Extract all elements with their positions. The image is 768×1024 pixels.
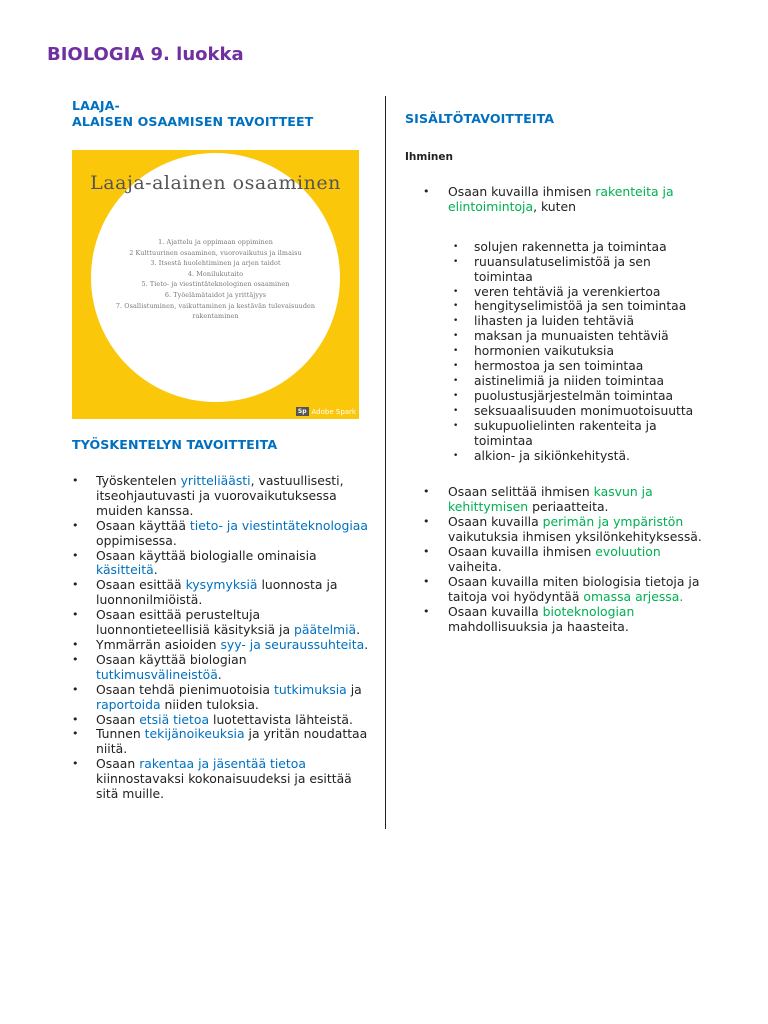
item-text: . [153,562,158,578]
item-text: Osaan kuvailla [448,514,543,530]
item-text: ja yritän noudattaa niitä. [96,726,368,757]
item-text: Ymmärrän asioiden [96,636,221,652]
item-text: Osaan tehdä pienimuotoisia [96,681,274,697]
item-text: Osaan käyttää [96,517,190,533]
list-item: • hermostoa ja sen toimintaa [474,359,705,374]
list-item: • veren tehtäviä ja verenkiertoa [474,285,705,300]
highlighted-term: kasvun ja kehittymisen [448,484,653,515]
competence-heading-line1: LAAJA- [72,98,120,113]
poster-line: 2 Kulttuurinen osaaminen, vuorovaikutus ja ilmaisu [129,248,302,257]
content-goals-list [423,485,705,634]
item-text: Osaan [96,756,140,772]
highlighted-term: päätelmiä [294,622,357,638]
item-text: . [364,636,369,652]
item-text: oppimisessa. [96,532,177,548]
body-functions-list [474,240,705,464]
highlighted-term: tieto- ja viestintäteknologiaa [189,517,368,533]
highlighted-term: yritteliäästi [180,473,251,488]
item-text: Osaan kuvailla ihmisen [448,544,596,560]
list-item [423,575,705,605]
list-item: • hormonien vaikutuksia [474,344,705,359]
item-text: Osaan kuvailla ihmisen [448,184,596,199]
item-text: Työskentelen [96,473,181,488]
highlighted-term: tutkimusvälineistöä [96,666,218,682]
document-title: BIOLOGIA 9. luokka [47,44,244,65]
content-goals-first-list [423,185,705,215]
highlighted-term: rakentaa ja jäsentää tietoa [139,756,306,772]
item-text: Osaan käyttää biologian [96,651,247,667]
list-item: • seksuaalisuuden monimuotoisuutta [474,404,705,419]
highlighted-term: rakenteita ja elintoimintoja [448,184,674,214]
list-item: • maksan ja munuaisten tehtäviä [474,329,705,344]
item-text: luonnosta ja luonnonilmiöistä. [96,577,338,608]
list-item [423,485,705,515]
work-goals-heading: TYÖSKENTELYN TAVOITTEITA [72,437,278,452]
item-text: . [356,622,361,638]
content-goals-heading: SISÄLTÖTAVOITTEITA [405,111,555,126]
poster-title: Laaja-alainen osaaminen [90,172,341,194]
highlighted-term: evoluution [595,544,661,560]
item-text: luotettavista lähteistä. [209,711,353,727]
poster-line: 7. Osallistuminen, vaikuttaminen ja kestävän tulevaisuuden [115,301,316,310]
list-item [423,185,705,215]
list-item [423,545,705,575]
list-item: • aistinelimiä ja niiden toimintaa [474,374,705,389]
item-text: periaatteita. [528,499,609,515]
list-item: • sukupuolielinten rakenteita ja toimintaa [474,419,705,449]
item-text: ja [346,681,362,697]
list-item [72,519,370,549]
item-text: Tunnen [96,726,145,742]
item-text: kiinnostavaksi kokonaisuudeksi ja esittää sitä muille. [96,771,352,802]
poster-line: 4. Monilukutaito [187,269,244,278]
competence-poster [72,150,359,419]
section-subheading: Ihminen [405,151,453,163]
list-item [423,515,705,545]
item-text: Osaan [96,711,140,727]
item-text: niiden tuloksia. [160,696,259,712]
item-text: Osaan kuvailla miten biologisia tietoja ja taitoja voi hyödyntää [448,573,700,604]
competence-heading-line2: ALAISEN OSAAMISEN TAVOITTEET [72,114,314,129]
item-text: vaiheita. [448,558,502,574]
list-item: • puolustusjärjestelmän toimintaa [474,389,705,404]
item-text: Osaan selittää ihmisen [448,484,594,500]
left-column [72,98,370,802]
list-item: • hengityselimistöä ja sen toimintaa [474,299,705,314]
highlighted-term: etsiä tietoa [139,711,210,727]
list-item: • lihasten ja luiden tehtäviä [474,314,705,329]
spark-logo-icon: Sp [297,408,307,415]
item-text: Osaan käyttää biologialle ominaisia [96,547,317,563]
poster-line: 3. Itsestä huolehtiminen ja arjen taidot [150,259,281,268]
list-item [72,713,370,728]
competence-heading [72,98,370,130]
highlighted-term: kysymyksiä [185,577,258,593]
list-item [72,578,370,608]
column-divider [385,96,386,829]
item-text: , vastuullisesti, itseohjautuvasti ja vuorovaikutuksessa muiden kanssa. [96,473,344,518]
item-text: . [217,666,222,682]
list-item [72,683,370,713]
list-item [72,727,370,757]
item-text: Osaan esittää [96,577,186,593]
highlighted-term: käsitteitä [96,562,154,578]
item-text: Osaan kuvailla [448,603,543,619]
item-text: vaikutuksia ihmisen yksilönkehityksessä. [448,529,702,545]
list-item: • alkion- ja sikiönkehitystä. [474,449,705,464]
list-item [72,474,370,519]
list-item: • ruuansulatuselimistöä ja sen toimintaa [474,255,705,285]
item-text: Osaan esittää perusteltuja luonnontieteellisiä käsityksiä ja [96,607,295,638]
list-item [72,757,370,802]
item-text: mahdollisuuksia ja haasteita. [448,618,629,634]
work-goals-list [72,474,370,802]
highlighted-term: tutkimuksia [273,681,347,697]
poster-lines [72,237,359,322]
highlighted-term: perimän ja ympäristön [542,514,684,530]
highlighted-term: omassa arjessa. [583,588,684,604]
poster-line: 5. Tieto- ja viestintäteknologinen osaaminen [141,280,290,289]
list-item [423,605,705,635]
highlighted-term: bioteknologian [542,603,635,619]
highlighted-term: raportoida [96,696,161,712]
list-item [72,549,370,579]
item-text: , kuten [533,198,576,214]
spark-badge-text: Adobe Spark [311,407,356,416]
poster-line: 1. Ajattelu ja oppimaan oppiminen [158,238,273,246]
poster-line: rakentaminen [192,312,239,321]
right-column [405,111,705,634]
highlighted-term: syy- ja seuraussuhteita [220,636,365,652]
list-item [72,638,370,653]
adobe-spark-badge [296,407,356,416]
highlighted-term: tekijänoikeuksia [144,726,245,742]
list-item [72,608,370,638]
list-item: • solujen rakennetta ja toimintaa [474,240,705,255]
poster-line: 6. Työelämätaidot ja yrittäjyys [164,290,267,299]
list-item [72,653,370,683]
